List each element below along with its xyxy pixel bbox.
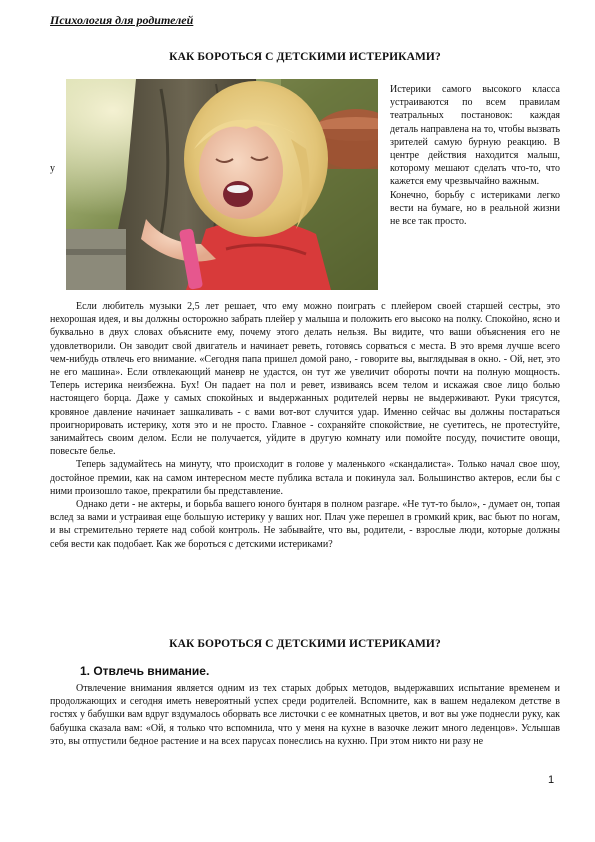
side-paragraph: Конечно, борьбу с истериками легко вести на бумаге, но в реальной жизни не все так просто. <box>390 189 560 228</box>
page-number: 1 <box>548 774 555 786</box>
section-body <box>50 682 560 748</box>
side-paragraph: Истерики самого высокого класса устраиваются по всем правилам театральных постановок: каждая деталь направлена на то, чтобы вызвать зрителей самую бурную реакцию. В центре действия находится малыш, которому мешают сделать что-то, что кажется ему чрезвычайно важным. <box>390 84 560 188</box>
section-paragraph: Отвлечение внимания является одним из тех старых добрых методов, выдержавших испытание временем и продолжающих и сегодня иметь невероятный успех среди родителей. Вспомните, как в вашем недалеком детстве в гостях у бабушки вам вдруг вздумалось оборвать все листочки с ее комнатных цветов, и вот вы уже поднесли руку, как бабушка сказала вам: «Ой, я только что вспомнила, что у меня на кухне в вазочке лежит много леденцов». Услышав это, вы отпустили бедное растение и на всех парусах понеслись на кухню. При этом никто ни разу не <box>50 683 560 747</box>
page-header: Психология для родителей <box>50 13 194 27</box>
body-paragraph: Теперь задумайтесь на минуту, что происходит в голове у маленького «скандалиста». Только начал свое шоу, достойное премии, как на самом интересном месте публика встала и покинула зал. Большинство актеров, если бы с ними произошло такое, прекратили бы представление. <box>50 459 560 497</box>
body-paragraph: Однако дети - не актеры, и борьба вашего юного бунтаря в полном разгаре. «Не тут-то было», - думает он, топая вслед за вами и устраивая еще большую истерику у ваших ног. Плач уже перешел в громкий крик, вас бьют по ногам, и вы стремительно теряете над собой контроль. Не забывайте, что вы, родители, - взрослые люди, которые должны себя вести как подобает. Как же бороться с детскими истериками? <box>50 499 560 550</box>
stray-letter: у <box>50 163 55 174</box>
crying-child-photo <box>66 79 378 290</box>
subheading: 1. Отвлечь внимание. <box>80 664 210 678</box>
article-body <box>50 300 560 551</box>
body-paragraph: Если любитель музыки 2,5 лет решает, что ему можно поиграть с плейером своей старшей сестры, это нехорошая идея, и вы должны осторожно забрать плейер у малыша и положить его высоко на полку. Спокойно, ясно и буквально в двух словах объясните ему, почему этого делать нельзя. Вы видите, что ваши объяснения его не удовлетворили. Он заводит свой двигатель и начинает реветь, готовясь сорваться с места. В это время лучше всего чем-нибудь отвлечь его внимание. «Сегодня папа пришел домой рано, - говорите вы, выглядывая в окно. - Ой, нет, это не его машина». Если отвлекающий маневр не удастся, он тут же увеличит обороты почти на полную мощность. Теперь истерика неизбежна. Бух! Он падает на пол и ревет, извиваясь всем телом и искажая свое лицо болью настоящего борца. Даже у самых спокойных и выдержанных родителей нервы не выдерживают. Руки трясутся, кровяное давление начинает зашкаливать - с вами вот-вот случится удар. Именно сейчас вы должны постараться проигнорировать истерику, хотя это и не просто. Главное - сохраняйте спокойствие, не суетитесь, не протестуйте, занимайтесь своим делом. Если не получается, уйдите в другую комнату или помойте посуду, почистите овощи, повесьте белье. <box>50 301 560 458</box>
page-title: КАК БОРОТЬСЯ С ДЕТСКИМИ ИСТЕРИКАМИ? <box>169 51 441 63</box>
section-title: КАК БОРОТЬСЯ С ДЕТСКИМИ ИСТЕРИКАМИ? <box>169 638 441 650</box>
intro-side-text <box>390 83 560 228</box>
